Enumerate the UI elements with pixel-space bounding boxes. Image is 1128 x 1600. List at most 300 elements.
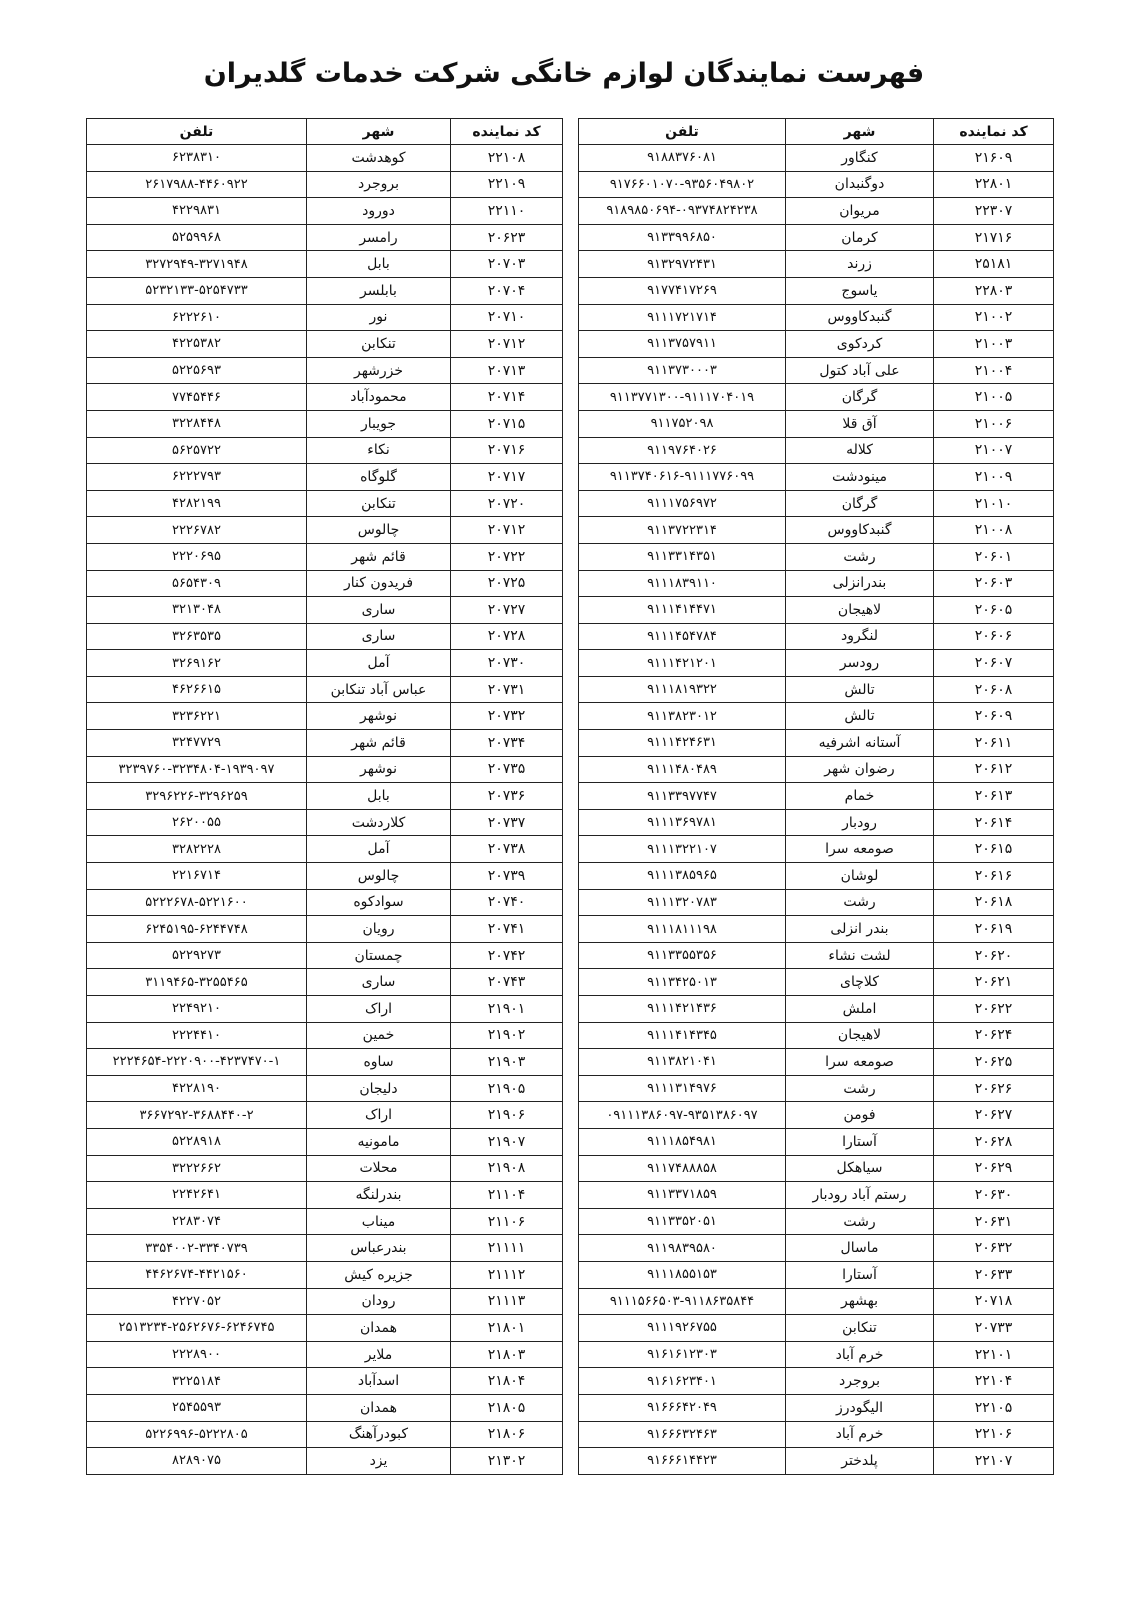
agent-code-cell: ۲۲۸۰۱ [934, 171, 1054, 198]
agent-code-cell: ۲۰۶۲۲ [934, 996, 1054, 1023]
agent-code-cell: ۲۰۶۳۳ [934, 1261, 1054, 1288]
city-cell: خرم آباد [786, 1421, 934, 1448]
agent-code-cell: ۲۱۹۰۱ [451, 996, 563, 1023]
city-cell: کوهدشت [307, 145, 451, 172]
phone-cell: ۳۲۶۹۱۶۲ [87, 650, 307, 677]
agent-code-cell: ۲۰۶۲۸ [934, 1128, 1054, 1155]
agent-code-cell: ۲۱۱۱۳ [451, 1288, 563, 1315]
code-column-header: کد نماینده [451, 119, 563, 145]
agent-code-cell: ۲۰۷۱۸ [934, 1288, 1054, 1315]
agent-code-cell: ۲۰۶۰۷ [934, 650, 1054, 677]
city-cell: بندرعباس [307, 1235, 451, 1262]
table-row [579, 597, 1054, 624]
agent-code-cell: ۲۰۶۲۶ [934, 1075, 1054, 1102]
phone-cell: ۹۱۱۳۸۲۳۰۱۲ [579, 703, 786, 730]
table-row [579, 410, 1054, 437]
agent-code-cell: ۲۰۷۴۲ [451, 942, 563, 969]
city-cell: گنبدکاووس [786, 517, 934, 544]
agent-code-cell: ۲۲۳۰۷ [934, 198, 1054, 225]
table-row [579, 224, 1054, 251]
agent-code-cell: ۲۰۷۳۳ [934, 1315, 1054, 1342]
city-cell: اراک [307, 996, 451, 1023]
table-row [87, 570, 563, 597]
city-cell: جزیره کیش [307, 1261, 451, 1288]
phone-cell: ۳۲۷۲۹۴۹-۳۲۷۱۹۴۸ [87, 251, 307, 278]
phone-cell: ۰۹۱۱۱۳۸۶۰۹۷-۹۳۵۱۳۸۶۰۹۷ [579, 1102, 786, 1129]
table-row [579, 570, 1054, 597]
agent-code-cell: ۲۱۰۰۹ [934, 464, 1054, 491]
agent-code-cell: ۲۰۷۱۲ [451, 331, 563, 358]
table-row [87, 756, 563, 783]
city-cell: کبودرآهنگ [307, 1421, 451, 1448]
table-row [87, 889, 563, 916]
city-cell: مریوان [786, 198, 934, 225]
agent-code-cell: ۲۰۶۲۱ [934, 969, 1054, 996]
city-cell: لوشان [786, 863, 934, 890]
phone-cell: ۶۲۲۲۶۱۰ [87, 304, 307, 331]
table-row [579, 969, 1054, 996]
city-cell: تالش [786, 676, 934, 703]
city-column-header: شهر [786, 119, 934, 145]
city-cell: رشت [786, 543, 934, 570]
table-row [579, 490, 1054, 517]
agent-code-cell: ۲۰۷۲۰ [451, 490, 563, 517]
city-cell: فریدون کنار [307, 570, 451, 597]
agent-code-cell: ۲۰۶۳۲ [934, 1235, 1054, 1262]
phone-cell: ۹۱۱۱۸۳۹۱۱۰ [579, 570, 786, 597]
phone-cell: ۹۱۷۷۴۱۷۲۶۹ [579, 277, 786, 304]
agent-code-cell: ۲۰۶۱۹ [934, 916, 1054, 943]
table-row [579, 171, 1054, 198]
phone-cell: ۹۱۶۱۶۱۲۳۰۳ [579, 1341, 786, 1368]
table-row [579, 145, 1054, 172]
agent-code-cell: ۲۲۱۰۵ [934, 1394, 1054, 1421]
phone-cell: ۳۲۸۲۲۲۸ [87, 836, 307, 863]
agent-code-cell: ۲۰۶۰۶ [934, 623, 1054, 650]
agent-code-cell: ۲۰۷۱۳ [451, 357, 563, 384]
phone-cell: ۹۱۱۹۷۶۴۰۲۶ [579, 437, 786, 464]
table-row [579, 1075, 1054, 1102]
agent-code-cell: ۲۱۹۰۳ [451, 1049, 563, 1076]
table-row [87, 1075, 563, 1102]
city-cell: لنگرود [786, 623, 934, 650]
agent-code-cell: ۲۰۷۴۳ [451, 969, 563, 996]
table-row [579, 1448, 1054, 1475]
agent-code-cell: ۲۰۷۳۴ [451, 730, 563, 757]
table-row [87, 836, 563, 863]
agent-code-cell: ۲۱۱۱۲ [451, 1261, 563, 1288]
agent-code-cell: ۲۰۶۰۹ [934, 703, 1054, 730]
agent-code-cell: ۲۰۶۳۱ [934, 1208, 1054, 1235]
phone-cell: ۶۲۳۸۳۱۰ [87, 145, 307, 172]
phone-cell: ۴۶۲۶۶۱۵ [87, 676, 307, 703]
agent-code-cell: ۲۲۱۰۸ [451, 145, 563, 172]
phone-cell: ۸۲۸۹۰۷۵ [87, 1448, 307, 1475]
city-cell: نور [307, 304, 451, 331]
city-cell: بروجرد [307, 171, 451, 198]
table-row [579, 1315, 1054, 1342]
city-cell: زرند [786, 251, 934, 278]
agent-code-cell: ۲۱۰۰۵ [934, 384, 1054, 411]
city-cell: آستارا [786, 1128, 934, 1155]
table-row [87, 224, 563, 251]
table-row [579, 1368, 1054, 1395]
phone-cell: ۹۱۱۱۴۱۴۴۷۱ [579, 597, 786, 624]
agent-code-cell: ۲۰۷۳۶ [451, 783, 563, 810]
phone-cell: ۹۱۱۱۷۲۱۷۱۴ [579, 304, 786, 331]
header-row [87, 119, 563, 145]
phone-cell: ۹۱۱۱۴۸۰۴۸۹ [579, 756, 786, 783]
table-row [87, 331, 563, 358]
city-cell: گلوگاه [307, 464, 451, 491]
agent-code-cell: ۲۰۷۳۲ [451, 703, 563, 730]
table-row [579, 357, 1054, 384]
phone-cell: ۹۱۱۳۷۴۰۶۱۶-۹۱۱۱۷۷۶۰۹۹ [579, 464, 786, 491]
city-cell: یاسوج [786, 277, 934, 304]
agent-code-cell: ۲۲۱۰۷ [934, 1448, 1054, 1475]
agents-table-left [86, 118, 563, 1475]
table-row [579, 889, 1054, 916]
table-row [87, 1182, 563, 1209]
agent-code-cell: ۲۰۷۰۳ [451, 251, 563, 278]
table-row [87, 1288, 563, 1315]
phone-cell: ۲۲۲۸۹۰۰ [87, 1341, 307, 1368]
agent-code-cell: ۲۱۱۰۶ [451, 1208, 563, 1235]
city-cell: عباس آباد تنکابن [307, 676, 451, 703]
phone-cell: ۹۱۱۳۷۲۲۳۱۴ [579, 517, 786, 544]
table-row [87, 1421, 563, 1448]
city-column-header: شهر [307, 119, 451, 145]
phone-cell: ۳۲۲۵۱۸۴ [87, 1368, 307, 1395]
table-row [579, 384, 1054, 411]
table-row [87, 1315, 563, 1342]
phone-cell: ۴۴۶۲۶۷۴-۴۴۲۱۵۶۰ [87, 1261, 307, 1288]
table-row [579, 703, 1054, 730]
agent-code-cell: ۲۲۸۰۳ [934, 277, 1054, 304]
phone-cell: ۹۱۱۱۳۲۰۷۸۳ [579, 889, 786, 916]
agent-code-cell: ۲۰۶۱۸ [934, 889, 1054, 916]
phone-cell: ۲۲۴۲۶۴۱ [87, 1182, 307, 1209]
agent-code-cell: ۲۱۰۰۴ [934, 357, 1054, 384]
agent-code-cell: ۲۱۹۰۶ [451, 1102, 563, 1129]
city-cell: بندرانزلی [786, 570, 934, 597]
city-cell: نکاء [307, 437, 451, 464]
phone-cell: ۹۱۱۷۴۸۸۸۵۸ [579, 1155, 786, 1182]
phone-cell: ۲۲۲۴۶۵۴-۲۲۲۰۹۰۰-۴۲۳۷۴۷۰-۱ [87, 1049, 307, 1076]
phone-cell: ۲۶۲۰۰۵۵ [87, 809, 307, 836]
agent-code-cell: ۲۱۸۰۴ [451, 1368, 563, 1395]
phone-cell: ۹۱۶۶۶۳۲۴۶۳ [579, 1421, 786, 1448]
table-row [87, 357, 563, 384]
city-cell: ملایر [307, 1341, 451, 1368]
table-row [579, 836, 1054, 863]
table-row [579, 1182, 1054, 1209]
table-row [579, 1421, 1054, 1448]
agent-code-cell: ۲۰۶۱۵ [934, 836, 1054, 863]
phone-cell: ۵۲۳۲۱۳۳-۵۲۵۴۷۳۳ [87, 277, 307, 304]
city-cell: ساوه [307, 1049, 451, 1076]
table-body [87, 145, 563, 1475]
agent-code-cell: ۲۰۷۱۴ [451, 384, 563, 411]
agent-code-cell: ۲۰۷۳۷ [451, 809, 563, 836]
table-row [579, 996, 1054, 1023]
city-cell: نوشهر [307, 756, 451, 783]
agent-code-cell: ۲۱۰۰۷ [934, 437, 1054, 464]
city-cell: مینودشت [786, 464, 934, 491]
agent-code-cell: ۲۰۷۴۰ [451, 889, 563, 916]
phone-cell: ۳۲۲۲۶۶۲ [87, 1155, 307, 1182]
agent-code-cell: ۲۱۹۰۵ [451, 1075, 563, 1102]
city-cell: چالوس [307, 517, 451, 544]
city-cell: همدان [307, 1315, 451, 1342]
phone-cell: ۹۱۷۶۶۰۱۰۷۰-۹۳۵۶۰۴۹۸۰۲ [579, 171, 786, 198]
city-cell: بابلسر [307, 277, 451, 304]
agent-code-cell: ۲۰۷۱۷ [451, 464, 563, 491]
city-cell: یزد [307, 1448, 451, 1475]
city-cell: ماسال [786, 1235, 934, 1262]
city-cell: رضوان شهر [786, 756, 934, 783]
table-row [87, 1368, 563, 1395]
agent-code-cell: ۲۰۷۲۷ [451, 597, 563, 624]
table-row [87, 517, 563, 544]
table-row [579, 1288, 1054, 1315]
agent-code-cell: ۲۱۳۰۲ [451, 1448, 563, 1475]
phone-cell: ۳۲۱۳۰۴۸ [87, 597, 307, 624]
table-row [579, 1341, 1054, 1368]
table-row [87, 969, 563, 996]
city-cell: نوشهر [307, 703, 451, 730]
city-cell: آستارا [786, 1261, 934, 1288]
agent-code-cell: ۲۰۶۱۲ [934, 756, 1054, 783]
city-cell: گنبدکاووس [786, 304, 934, 331]
table-row [579, 1102, 1054, 1129]
city-cell: علی آباد کتول [786, 357, 934, 384]
agent-code-cell: ۲۰۶۲۴ [934, 1022, 1054, 1049]
city-cell: اسدآباد [307, 1368, 451, 1395]
table-row [579, 437, 1054, 464]
city-cell: محمودآباد [307, 384, 451, 411]
table-row [579, 1049, 1054, 1076]
agent-code-cell: ۲۰۶۲۳ [451, 224, 563, 251]
table-row [87, 1155, 563, 1182]
agent-code-cell: ۲۵۱۸۱ [934, 251, 1054, 278]
table-row [579, 331, 1054, 358]
table-row [87, 464, 563, 491]
table-row [87, 623, 563, 650]
table-row [579, 198, 1054, 225]
agent-code-cell: ۲۰۷۱۲ [451, 517, 563, 544]
city-cell: آستانه اشرفیه [786, 730, 934, 757]
table-row [87, 410, 563, 437]
header-row [579, 119, 1054, 145]
agent-code-cell: ۲۲۱۰۶ [934, 1421, 1054, 1448]
phone-cell: ۹۱۳۲۹۷۲۴۳۱ [579, 251, 786, 278]
table-row [87, 863, 563, 890]
phone-cell: ۹۱۱۱۳۸۵۹۶۵ [579, 863, 786, 890]
phone-cell: ۹۱۶۶۶۱۴۴۲۳ [579, 1448, 786, 1475]
city-cell: محلات [307, 1155, 451, 1182]
city-cell: خمین [307, 1022, 451, 1049]
city-cell: ساری [307, 969, 451, 996]
table-row [579, 1022, 1054, 1049]
table-row [579, 1155, 1054, 1182]
phone-cell: ۵۲۲۸۹۱۸ [87, 1128, 307, 1155]
phone-cell: ۹۱۱۳۷۷۱۳۰۰-۹۱۱۱۷۰۴۰۱۹ [579, 384, 786, 411]
city-cell: کلاله [786, 437, 934, 464]
table-row [87, 1448, 563, 1475]
agent-code-cell: ۲۰۶۲۰ [934, 942, 1054, 969]
table-row [87, 384, 563, 411]
city-cell: تنکابن [786, 1315, 934, 1342]
agent-code-cell: ۲۰۶۲۵ [934, 1049, 1054, 1076]
phone-cell: ۹۱۱۱۳۶۹۷۸۱ [579, 809, 786, 836]
city-cell: تنکابن [307, 490, 451, 517]
table-row [87, 1235, 563, 1262]
phone-cell: ۵۲۲۶۹۹۶-۵۲۲۲۸۰۵ [87, 1421, 307, 1448]
agent-code-cell: ۲۰۷۱۰ [451, 304, 563, 331]
city-cell: رشت [786, 1208, 934, 1235]
phone-cell: ۹۱۱۱۵۶۶۵۰۳-۹۱۱۸۶۳۵۸۴۴ [579, 1288, 786, 1315]
agent-code-cell: ۲۰۷۲۲ [451, 543, 563, 570]
phone-cell: ۳۲۴۷۷۲۹ [87, 730, 307, 757]
table-row [87, 783, 563, 810]
city-cell: کلاردشت [307, 809, 451, 836]
table-body [579, 145, 1054, 1475]
agent-code-cell: ۲۰۶۰۵ [934, 597, 1054, 624]
agent-code-cell: ۲۱۰۰۸ [934, 517, 1054, 544]
agent-code-cell: ۲۱۸۰۵ [451, 1394, 563, 1421]
phone-cell: ۲۲۲۴۴۱۰ [87, 1022, 307, 1049]
agent-code-cell: ۲۰۷۱۶ [451, 437, 563, 464]
table-row [579, 730, 1054, 757]
city-cell: میناب [307, 1208, 451, 1235]
agent-code-cell: ۲۰۷۰۴ [451, 277, 563, 304]
phone-cell: ۹۱۸۸۳۷۶۰۸۱ [579, 145, 786, 172]
table-row [579, 1261, 1054, 1288]
city-cell: کرمان [786, 224, 934, 251]
table-row [579, 676, 1054, 703]
phone-cell: ۴۲۲۹۸۳۱ [87, 198, 307, 225]
phone-cell: ۹۱۱۳۳۵۵۳۵۶ [579, 942, 786, 969]
city-cell: خزرشهر [307, 357, 451, 384]
city-cell: آمل [307, 836, 451, 863]
phone-cell: ۹۱۱۱۸۵۵۱۵۳ [579, 1261, 786, 1288]
agent-code-cell: ۲۱۹۰۷ [451, 1128, 563, 1155]
agent-code-cell: ۲۰۷۳۹ [451, 863, 563, 890]
agent-code-cell: ۲۰۶۳۰ [934, 1182, 1054, 1209]
phone-cell: ۹۱۱۱۴۵۴۷۸۴ [579, 623, 786, 650]
phone-cell: ۹۱۱۳۳۱۴۳۵۱ [579, 543, 786, 570]
agent-code-cell: ۲۱۹۰۲ [451, 1022, 563, 1049]
agent-code-cell: ۲۰۶۰۱ [934, 543, 1054, 570]
agent-code-cell: ۲۰۷۱۵ [451, 410, 563, 437]
agent-code-cell: ۲۰۷۳۸ [451, 836, 563, 863]
table-row [87, 996, 563, 1023]
phone-cell: ۹۱۱۳۳۷۱۸۵۹ [579, 1182, 786, 1209]
agent-code-cell: ۲۰۷۳۰ [451, 650, 563, 677]
table-row [579, 783, 1054, 810]
table-row [87, 703, 563, 730]
table-row [87, 145, 563, 172]
table-row [87, 916, 563, 943]
city-cell: پلدختر [786, 1448, 934, 1475]
city-cell: دوگنبدان [786, 171, 934, 198]
table-row [87, 730, 563, 757]
agent-code-cell: ۲۲۱۰۱ [934, 1341, 1054, 1368]
table-row [579, 1208, 1054, 1235]
table-row [87, 597, 563, 624]
city-cell: رودسر [786, 650, 934, 677]
phone-cell: ۹۱۶۶۶۴۲۰۴۹ [579, 1394, 786, 1421]
city-cell: بابل [307, 251, 451, 278]
city-cell: تالش [786, 703, 934, 730]
city-cell: دورود [307, 198, 451, 225]
table-row [579, 464, 1054, 491]
table-row [87, 1128, 563, 1155]
table-row [579, 277, 1054, 304]
agent-code-cell: ۲۲۱۰۹ [451, 171, 563, 198]
city-cell: سوادکوه [307, 889, 451, 916]
phone-cell: ۲۲۸۳۰۷۴ [87, 1208, 307, 1235]
phone-cell: ۹۱۱۳۳۵۲۰۵۱ [579, 1208, 786, 1235]
code-column-header: کد نماینده [934, 119, 1054, 145]
table-row [579, 863, 1054, 890]
city-cell: صومعه سرا [786, 1049, 934, 1076]
phone-cell: ۵۶۵۴۳۰۹ [87, 570, 307, 597]
city-cell: بندر انزلی [786, 916, 934, 943]
agent-code-cell: ۲۱۰۰۲ [934, 304, 1054, 331]
city-cell: رشت [786, 1075, 934, 1102]
agent-code-cell: ۲۱۰۰۳ [934, 331, 1054, 358]
city-cell: چمستان [307, 942, 451, 969]
phone-cell: ۹۱۱۱۳۲۲۱۰۷ [579, 836, 786, 863]
city-cell: لاهیجان [786, 1022, 934, 1049]
city-cell: رویان [307, 916, 451, 943]
city-cell: رامسر [307, 224, 451, 251]
agent-code-cell: ۲۱۶۰۹ [934, 145, 1054, 172]
phone-cell: ۵۶۲۵۷۲۲ [87, 437, 307, 464]
phone-cell: ۳۲۲۸۴۴۸ [87, 410, 307, 437]
phone-cell: ۹۱۱۳۳۹۷۷۴۷ [579, 783, 786, 810]
table-row [579, 942, 1054, 969]
city-cell: رستم آباد رودبار [786, 1182, 934, 1209]
city-cell: بابل [307, 783, 451, 810]
city-cell: تنکابن [307, 331, 451, 358]
table-row [87, 490, 563, 517]
table-row [87, 543, 563, 570]
agent-code-cell: ۲۰۷۴۱ [451, 916, 563, 943]
phone-cell: ۳۱۱۹۴۶۵-۳۲۵۵۴۶۵ [87, 969, 307, 996]
table-row [579, 1128, 1054, 1155]
city-cell: بندرلنگه [307, 1182, 451, 1209]
city-cell: کردکوی [786, 331, 934, 358]
agent-code-cell: ۲۱۱۰۴ [451, 1182, 563, 1209]
agent-code-cell: ۲۰۷۲۸ [451, 623, 563, 650]
phone-cell: ۹۱۶۱۶۲۳۴۰۱ [579, 1368, 786, 1395]
agent-code-cell: ۲۱۸۰۱ [451, 1315, 563, 1342]
agent-code-cell: ۲۰۷۲۵ [451, 570, 563, 597]
table-row [87, 198, 563, 225]
phone-cell: ۳۲۹۶۲۲۶-۳۲۹۶۲۵۹ [87, 783, 307, 810]
agent-code-cell: ۲۱۷۱۶ [934, 224, 1054, 251]
city-cell: خرم آباد [786, 1341, 934, 1368]
phone-cell: ۹۱۸۹۸۵۰۶۹۴-۰۹۳۷۴۸۲۴۲۳۸ [579, 198, 786, 225]
phone-cell: ۳۲۶۳۵۳۵ [87, 623, 307, 650]
phone-cell: ۵۲۲۲۶۷۸-۵۲۲۱۶۰۰ [87, 889, 307, 916]
phone-cell: ۹۱۱۱۴۱۴۳۴۵ [579, 1022, 786, 1049]
phone-cell: ۹۱۱۹۸۳۹۵۸۰ [579, 1235, 786, 1262]
phone-cell: ۹۱۱۱۷۵۶۹۷۲ [579, 490, 786, 517]
